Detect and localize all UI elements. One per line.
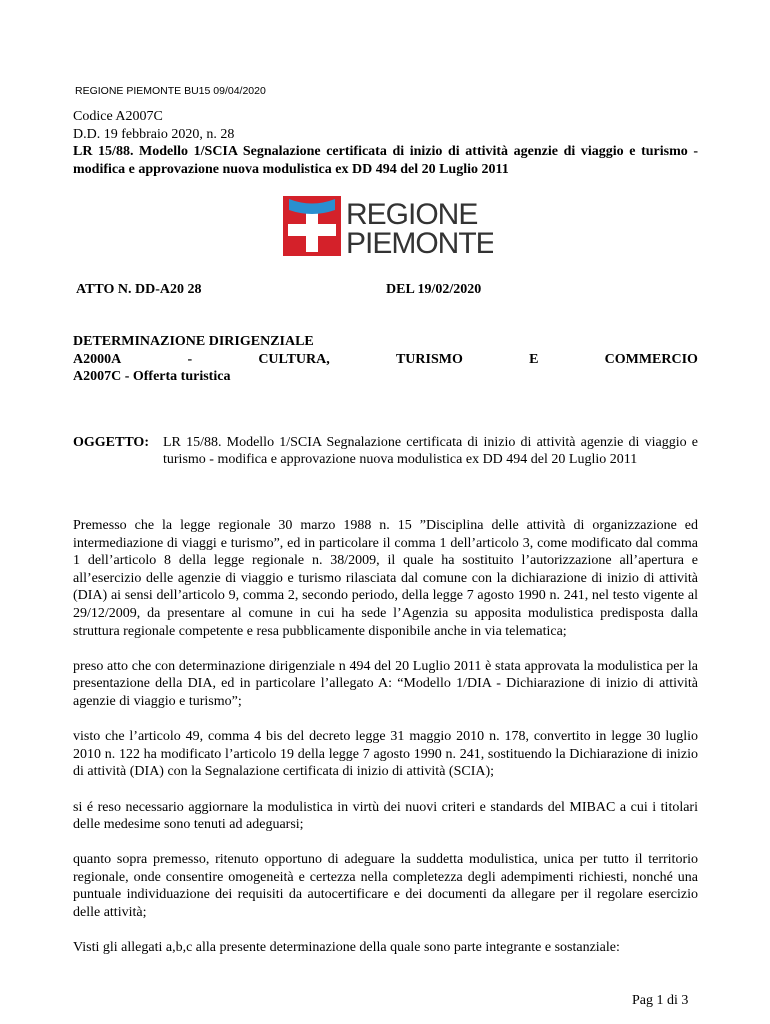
oggetto-text: LR 15/88. Modello 1/SCIA Segnalazione certificata di inizio di attività agenzie di viaggio e turismo - modifica e approvazione nuova modulistica ex DD 494 del 20 Luglio 2011 [163, 435, 698, 467]
page-number: Pag 1 di 3 [632, 993, 689, 1008]
paragraph: quanto sopra premesso, ritenuto opportuno di adeguare la suddetta modulistica, unica per tutto il territorio regionale, onde consentire omogeneità e certezza nella completezza degli adempimenti richiesti, nonché una puntuale individuazione dei requisiti da autocertificare e dei documenti da allegare per il regolare esercizio delle attività; [73, 852, 698, 921]
dept-code: A2000A [73, 351, 122, 367]
dd-line: D.D. 19 febbraio 2020, n. 28 [73, 126, 235, 142]
logo-text-line2: PIEMONTE [346, 227, 493, 256]
paragraph: si é reso necessario aggiornare la modulistica in virtù dei nuovi criteri e standards del MIBAC a cui i titolari delle medesime sono tenuti ad adeguarsi; [73, 799, 698, 833]
bulletin-header: REGIONE PIEMONTE BU15 09/04/2020 [75, 85, 266, 97]
paragraph: visto che l’articolo 49, comma 4 bis del decreto legge 31 maggio 2010 n. 178, convertito in legge 30 luglio 2010 n. 122 ha modificato l’articolo 19 della legge 7 agosto 1990 n. 241, sostituendo la Dichiarazione di inizio di attività (DIA) con la Segnalazione certificata di inizio di attività (SCIA); [73, 729, 698, 780]
paragraph: preso atto che con determinazione dirigenziale n 494 del 20 Luglio 2011 è stata approvata la modulistica per la presentazione della DIA, ed in particolare l’allegato A: “Modello 1/DIA - Dichiarazione di inizio di attività agenzie di viaggio e turismo”; [73, 658, 698, 709]
code-line: Codice A2007C [73, 109, 163, 124]
dept-dash: - [187, 351, 193, 367]
dept-turismo: TURISMO [395, 351, 463, 367]
oggetto-block [73, 434, 698, 468]
subject-title: LR 15/88. Modello 1/SCIA Segnalazione certificata di inizio di attività agenzie di viaggio e turismo - modifica e approvazione nuova modulistica ex DD 494 del 20 Luglio 2011 [73, 144, 698, 177]
regione-piemonte-logo [283, 196, 493, 256]
logo-text-line1: REGIONE [346, 198, 478, 231]
determinazione-block [73, 333, 698, 386]
document-body [73, 517, 698, 974]
dept-commercio: COMMERCIO [604, 351, 698, 367]
document-meta [73, 108, 698, 178]
determinazione-office: A2007C - Offerta turistica [73, 369, 231, 384]
logo-cross-horizontal [288, 224, 336, 236]
oggetto-label: OGGETTO: [73, 435, 149, 450]
determinazione-title: DETERMINAZIONE DIRIGENZIALE [73, 334, 314, 349]
paragraph: Premesso che la legge regionale 30 marzo 1988 n. 15 ”Disciplina delle attività di organizzazione ed intermediazione di viaggi e turismo”, ed in particolare il comma 1 dell’articolo 3, come modificato dal comma 1 dell’articolo 8 della legge regionale n. 38/2009, il quale ha sostituito l’autorizzazione all’apertura e all’esercizio delle agenzie di viaggio e turismo rilasciata dal comune con la dichiarazione di inizio di attività (DIA) ai sensi dell’articolo 9, comma 2, secondo periodo, della legge 7 agosto 1990 n. 241, nel testo vigente al 29/12/2009, da presentare al comune in cui ha sede l’Agenzia su apposita modulistica predisposta dalla struttura regionale competente e resa pubblicamente disponibile anche in via telematica; [73, 518, 698, 639]
dept-e: E [529, 351, 539, 367]
atto-date: DEL 19/02/2020 [386, 282, 482, 297]
logo-graphic [283, 196, 493, 256]
determinazione-department-row [73, 351, 698, 369]
atto-number: ATTO N. DD-A20 28 [76, 282, 202, 297]
dept-cultura: CULTURA, [258, 351, 330, 367]
paragraph: Visti gli allegati a,b,c alla presente determinazione della quale sono parte integrante e sostanziale: [73, 940, 620, 956]
